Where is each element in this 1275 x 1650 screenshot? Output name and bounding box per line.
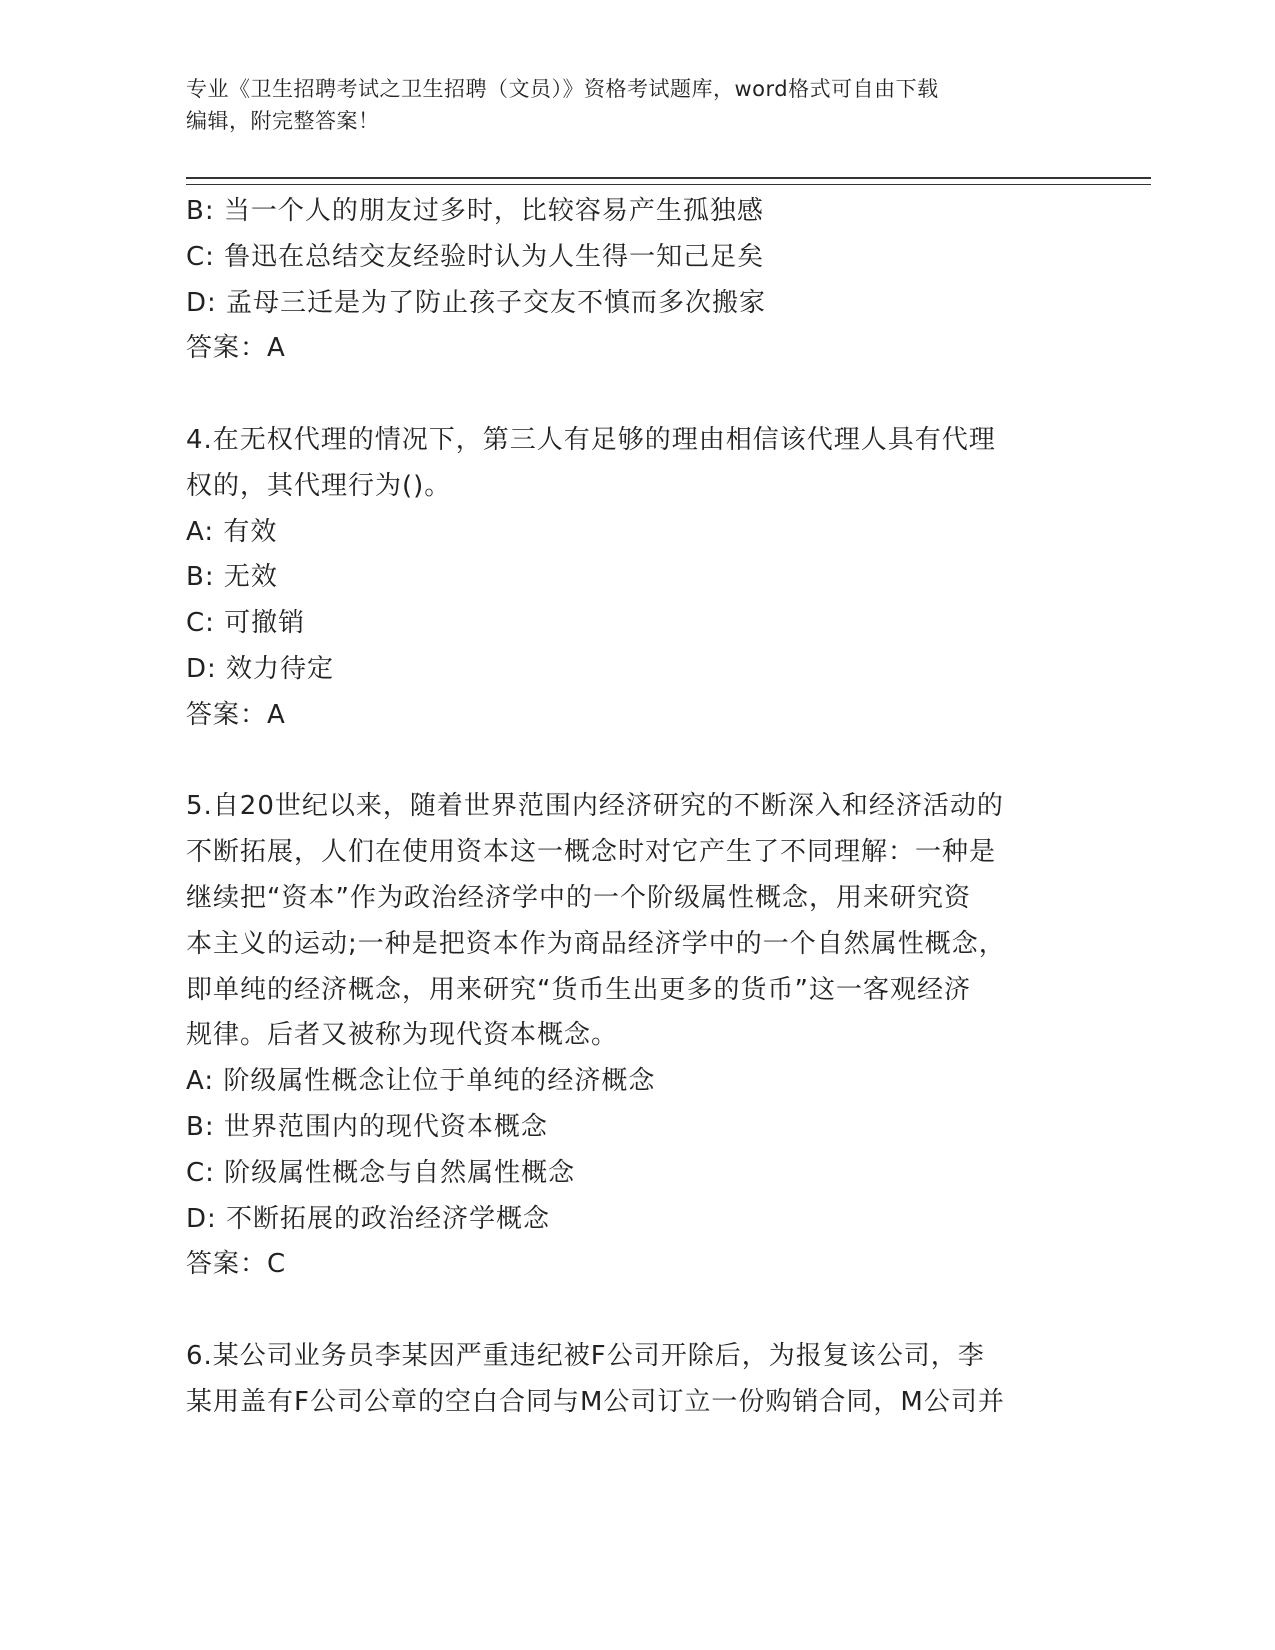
- question-5: [186, 784, 1086, 1288]
- question-stem-line: 6.某公司业务员李某因严重违纪被F公司开除后，为报复该公司，李: [186, 1340, 985, 1371]
- question-3: [186, 189, 1086, 372]
- question-stem-line: 权的，其代理行为()。: [186, 470, 452, 501]
- option-a: A: 有效: [186, 516, 278, 547]
- question-stem-line: 不断拓展，人们在使用资本这一概念时对它产生了不同理解：一种是: [186, 837, 997, 868]
- option-b: B: 世界范围内的现代资本概念: [186, 1111, 548, 1142]
- question-stem-line: 规律。后者又被称为现代资本概念。: [186, 1020, 619, 1051]
- question-stem-line: 某用盖有F公司公章的空白合同与M公司订立一份购销合同，M公司并: [186, 1386, 1005, 1417]
- answer: 答案：A: [186, 699, 286, 730]
- question-stem-line: 本主义的运动;一种是把资本作为商品经济学中的一个自然属性概念，: [186, 928, 1006, 959]
- header-line-2: 编辑，附完整答案！: [186, 109, 380, 133]
- header-line-1: 专业《卫生招聘考试之卫生招聘（文员）》资格考试题库，word格式可自由下载: [186, 77, 939, 101]
- option-d: D: 不断拓展的政治经济学概念: [186, 1203, 551, 1234]
- option-b: B: 无效: [186, 562, 278, 593]
- option-c: C: 鲁迅在总结交友经验时认为人生得一知己足矣: [186, 241, 765, 272]
- question-stem-line: 继续把“资本”作为政治经济学中的一个阶级属性概念，用来研究资: [186, 882, 971, 913]
- spacer: [186, 739, 1086, 785]
- option-d: D: 效力待定: [186, 653, 335, 684]
- spacer: [186, 372, 1086, 418]
- document-header: [186, 73, 1086, 137]
- answer: 答案：A: [186, 333, 286, 364]
- question-stem-line: 4.在无权代理的情况下，第三人有足够的理由相信该代理人具有代理: [186, 424, 996, 455]
- option-d: D: 孟母三迁是为了防止孩子交友不慎而多次搬家: [186, 287, 767, 318]
- question-stem-line: 即单纯的经济概念，用来研究“货币生出更多的货币”这一客观经济: [186, 974, 971, 1005]
- question-content: [186, 189, 1086, 1426]
- question-6: [186, 1334, 1086, 1426]
- option-c: C: 可撤销: [186, 608, 306, 639]
- header-divider-thin: [186, 184, 1151, 185]
- option-b: B: 当一个人的朋友过多时，比较容易产生孤独感: [186, 196, 764, 226]
- spacer: [186, 1288, 1086, 1334]
- question-stem-line: 5.自20世纪以来，随着世界范围内经济研究的不断深入和经济活动的: [186, 791, 1004, 822]
- answer: 答案：C: [186, 1249, 287, 1280]
- header-divider-thick: [186, 177, 1151, 179]
- option-a: A: 阶级属性概念让位于单纯的经济概念: [186, 1066, 656, 1097]
- option-c: C: 阶级属性概念与自然属性概念: [186, 1157, 576, 1188]
- question-4: [186, 418, 1086, 739]
